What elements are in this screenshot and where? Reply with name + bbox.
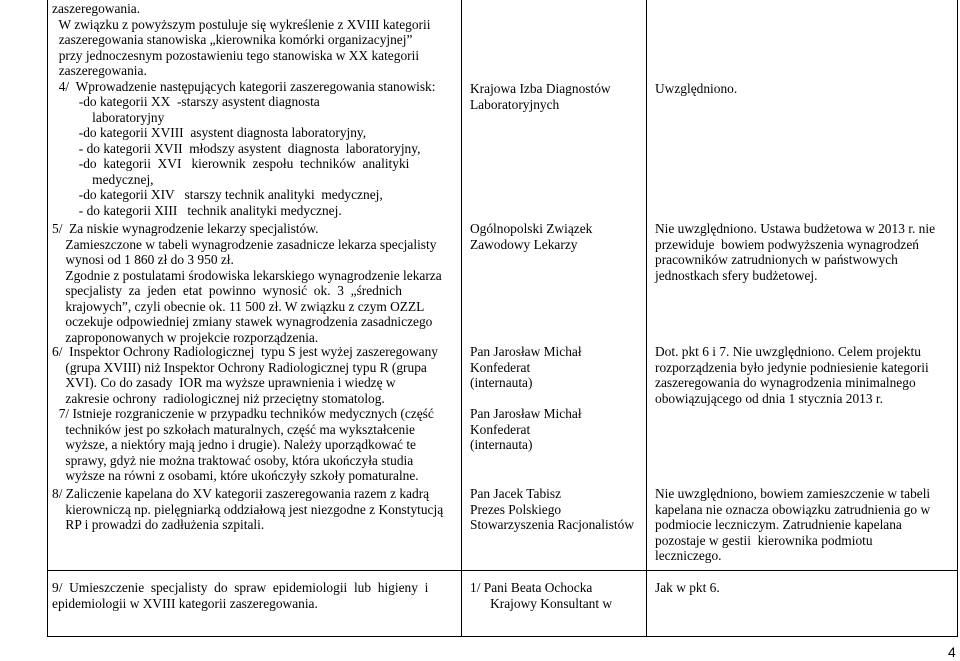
text-line: -do kategorii XVI kierownik zespołu techników analityki xyxy=(52,156,410,171)
text-line: 8/ Zaliczenie kapelana do XV kategorii zaszeregowania razem z kadrą xyxy=(52,486,430,501)
text-line: Jak w pkt 6. xyxy=(655,580,720,595)
response-d xyxy=(655,486,953,564)
table-right-border xyxy=(957,0,958,637)
text-line: Nie uwzględniono. Ustawa budżetowa w 2013 r. nie xyxy=(655,221,936,236)
text-line: kierowniczą np. pielęgniarką oddziałową jest niezgodne z Konstytucją xyxy=(52,501,444,517)
response-b xyxy=(655,221,953,283)
text-line: laboratoryjny xyxy=(52,109,165,125)
proposal-block-c xyxy=(52,344,457,484)
proposal-block-e xyxy=(52,580,457,611)
text-line: Konfederat xyxy=(470,421,531,437)
text-line: medycznej, xyxy=(52,171,154,187)
text-line: specjalisty za jeden etat powinno wynosić ok. 3 „średnich xyxy=(52,283,402,298)
text-line: 9/ Umieszczenie specjalisty do spraw epidemiologii lub higieny i xyxy=(52,580,429,595)
text-line: zaproponowanych w projekcie rozporządzenia. xyxy=(52,329,319,345)
text-line: zaszeregowania do wynagrodzenia minimalnego xyxy=(655,375,916,390)
text-line: Pan Jarosław Michał xyxy=(470,406,582,421)
text-line: (internauta) xyxy=(470,437,533,452)
text-line: -do kategorii XX -starszy asystent diagnosta xyxy=(52,94,320,109)
text-line: 4/ Wprowadzenie następujących kategorii zaszeregowania stanowisk: xyxy=(52,78,436,94)
text-line: sprawy, gdyż nie można traktować osoby, która ukończyła studia xyxy=(52,452,414,468)
response-a xyxy=(655,81,953,97)
text-line: Pan Jacek Tabisz xyxy=(470,486,562,501)
text-line: 5/ Za niskie wynagrodzenie lekarzy specjalistów. xyxy=(52,221,319,236)
text-line: Dot. pkt 6 i 7. Nie uwzględniono. Celem projektu xyxy=(655,344,921,359)
proposal-block-b xyxy=(52,221,457,345)
text-line: -do kategorii XVIII asystent diagnosta laboratoryjny, xyxy=(52,125,367,140)
column-divider-2 xyxy=(646,0,647,637)
text-line: Zgodnie z postulatami środowiska lekarskiego wynagrodzenie lekarza xyxy=(52,267,442,283)
text-line: Stowarzyszenia Racjonalistów xyxy=(470,517,634,532)
text-line: rozporządzenia było jedynie podniesienie kategorii xyxy=(655,359,929,375)
text-line: - do kategorii XVII młodszy asystent diagnosta laboratoryjny, xyxy=(52,140,421,156)
text-line: zakresie ochrony radiologicznej niż przeciętny stomatolog. xyxy=(52,390,385,406)
table-left-border xyxy=(47,0,48,637)
text-line: kapelana nie oznacza obowiązku zatrudnienia go w xyxy=(655,501,931,517)
text-line: zaszeregowania. xyxy=(52,1,141,16)
text-line: -do kategorii XIV starszy technik analityki medycznej, xyxy=(52,187,383,202)
column-divider-1 xyxy=(461,0,462,637)
text-line: pracowników zatrudnionych w państwowych xyxy=(655,252,898,267)
text-line: krajowych”, czyli obecnie ok. 11 500 zł. W związku z czym OZZL xyxy=(52,298,425,314)
text-line: wyższe, a niektóry mają jedno i drugie). Należy uporządkować te xyxy=(52,437,417,452)
response-e xyxy=(655,580,953,596)
text-line: Pan Jarosław Michał xyxy=(470,344,582,359)
text-line: Laboratoryjnych xyxy=(470,96,560,112)
page-number: 4 xyxy=(948,644,956,660)
proposal-block-a xyxy=(52,1,457,218)
text-line: Nie uwzględniono, bowiem zamieszczenie w tabeli xyxy=(655,486,931,501)
text-line: Ogólnopolski Związek xyxy=(470,221,593,236)
text-line: przewiduje bowiem podwyższenia wynagrodzeń xyxy=(655,236,920,252)
response-c xyxy=(655,344,953,406)
submitter-d xyxy=(470,486,642,533)
text-line: obowiązującego od dnia 1 stycznia 2013 r. xyxy=(655,390,883,406)
text-line: przy jednoczesnym pozostawieniu tego stanowiska w XX kategorii xyxy=(52,47,420,63)
text-line: 6/ Inspektor Ochrony Radiologicznej typu S jest wyżej zaszeregowany xyxy=(52,344,438,359)
text-line: W związku z powyższym postuluje się wykreślenie z XVIII kategorii xyxy=(52,16,431,32)
text-line: 7/ Istnieje rozgraniczenie w przypadku techników medycznych (część xyxy=(52,406,434,421)
text-line: oczekuje odpowiedniej zmiany stawek wynagrodzenia zasadniczego xyxy=(52,314,433,329)
text-line: Krajowa Izba Diagnostów xyxy=(470,81,611,96)
submitter-e xyxy=(470,580,642,611)
text-line: Krajowy Konsultant w xyxy=(470,595,613,611)
submitter-a xyxy=(470,81,642,112)
text-line: Zawodowy Lekarzy xyxy=(470,236,578,252)
text-line: zaszeregowania stanowiska „kierownika komórki organizacyjnej” xyxy=(52,32,413,47)
text-line: epidemiologii w XVIII kategorii zaszeregowania. xyxy=(52,595,318,611)
text-line: zaszeregowania. xyxy=(52,63,147,78)
text-line: techników jest po szkołach maturalnych, część ma wykształcenie xyxy=(52,421,415,437)
submitter-c2 xyxy=(470,406,642,453)
text-line: pozostaje w gestii kierownika podmiotu xyxy=(655,532,873,548)
submitter-b xyxy=(470,221,642,252)
text-line: Zamieszczone w tabeli wynagrodzenie zasadnicze lekarza specjalisty xyxy=(52,236,437,252)
text-line: RP i prowadzi do zadłużenia szpitali. xyxy=(52,517,265,532)
row-separator xyxy=(47,570,958,571)
text-line: Uwzględniono. xyxy=(655,81,738,96)
submitter-c xyxy=(470,344,642,391)
text-line: podmiocie leczniczym. Zatrudnienie kapelana xyxy=(655,517,902,532)
text-line: Prezes Polskiego xyxy=(470,501,562,517)
table-bottom-border xyxy=(47,636,958,637)
text-line: (grupa XVIII) niż Inspektor Ochrony Radiologicznej typu R (grupa xyxy=(52,359,427,375)
text-line: wynosi od 1 860 zł do 3 950 zł. xyxy=(52,252,234,267)
text-line: wyższe na równi z osobami, które ukończyły szkoły pomaturalne. xyxy=(52,468,419,483)
text-line: - do kategorii XIII technik analityki medycznej. xyxy=(52,202,342,218)
text-line: leczniczego. xyxy=(655,548,722,563)
text-line: XVI). Co do zasady IOR ma wyższe uprawnienia i wiedzę w xyxy=(52,375,396,390)
text-line: Konfederat xyxy=(470,359,531,375)
text-line: (internauta) xyxy=(470,375,533,390)
proposal-block-d xyxy=(52,486,457,533)
text-line: jednostkach sfery budżetowej. xyxy=(655,267,818,283)
text-line: 1/ Pani Beata Ochocka xyxy=(470,580,593,595)
